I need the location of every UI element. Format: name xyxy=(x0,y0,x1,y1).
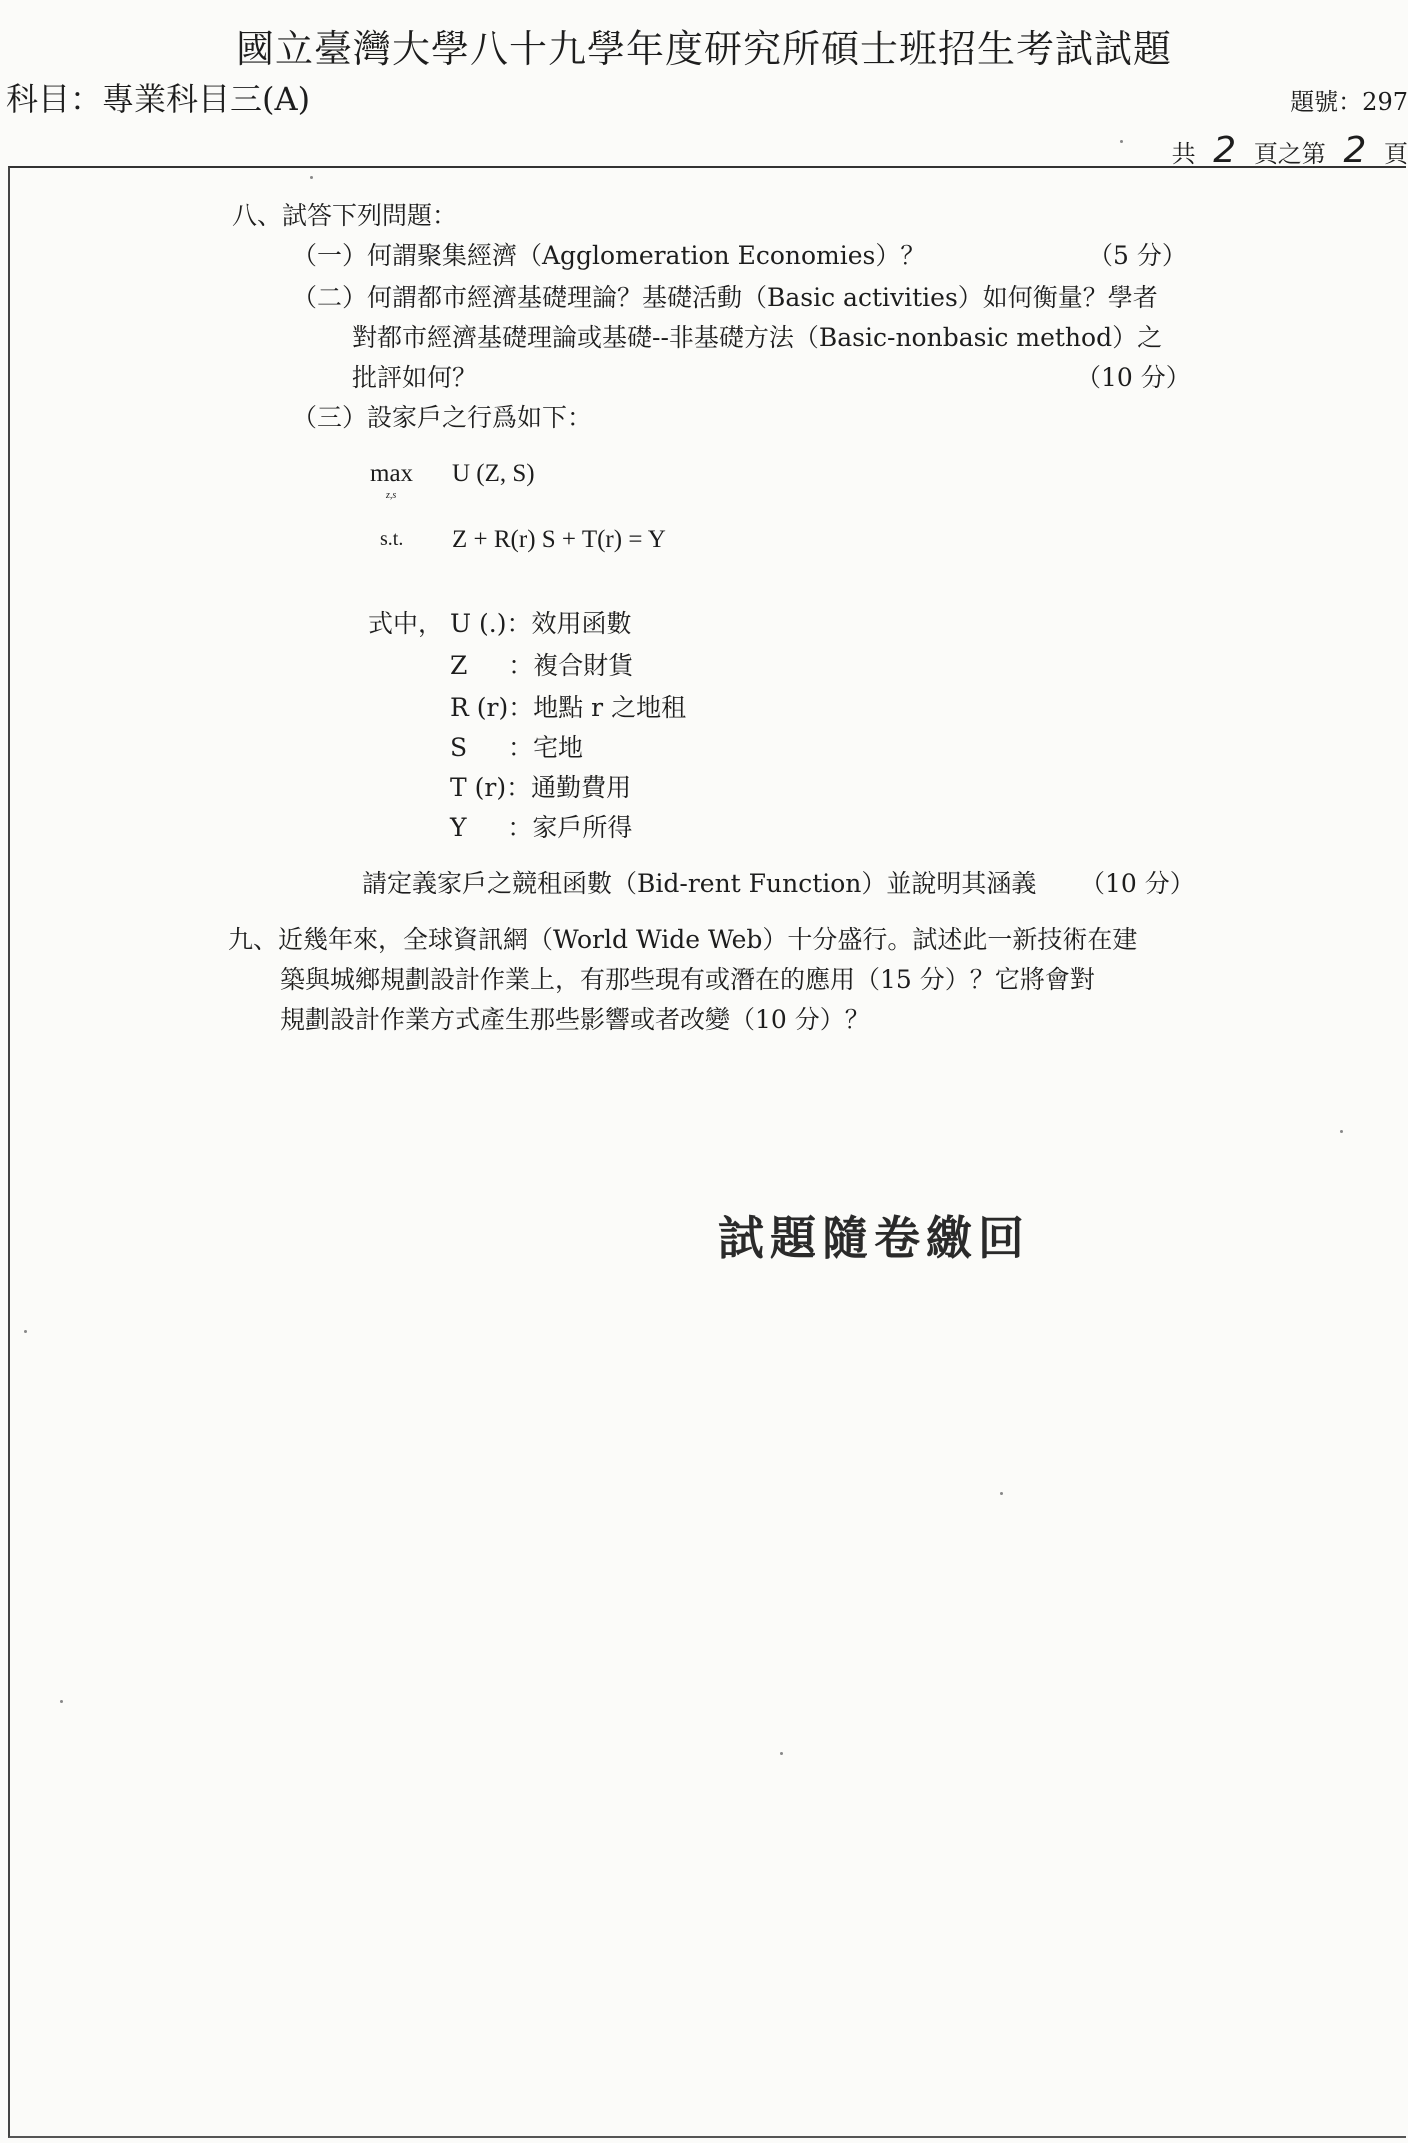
max-subscript: z,s xyxy=(386,490,397,501)
page-count xyxy=(1172,130,1408,171)
max-operator xyxy=(370,460,413,488)
page-total: 2 xyxy=(1213,130,1237,171)
scan-speck xyxy=(1340,1130,1343,1133)
def-utility: U (.)：效用函數 xyxy=(450,609,632,638)
q8-part3-intro: （三）設家戶之行爲如下： xyxy=(292,403,593,432)
q9-line2: 築與城鄉規劃設計作業上，有那些現有或潛在的應用（15 分）？它將會對 xyxy=(280,965,1095,994)
scan-speck xyxy=(1000,1492,1003,1495)
page-prefix: 共 xyxy=(1171,140,1196,168)
def-composite-good: Z ：複合財貨 xyxy=(450,651,634,680)
defs-lead: 式中， xyxy=(368,609,444,638)
objective-function: U (Z, S) xyxy=(452,460,535,487)
page-title: 國立臺灣大學八十九學年度研究所碩士班招生考試試題 xyxy=(235,27,1172,71)
def-housing-land: S ：宅地 xyxy=(450,733,584,762)
scan-speck xyxy=(780,1752,783,1755)
q8-part2-line1: （二）何謂都市經濟基礎理論？基礎活動（Basic activities）如何衡量？學者 xyxy=(292,283,1158,312)
q8-heading: 八、試答下列問題： xyxy=(232,201,458,230)
scan-speck xyxy=(60,1700,63,1703)
subject-label: 科目：專業科目三(A) xyxy=(6,80,311,118)
q9-line1: 九、近幾年來，全球資訊網（World Wide Web）十分盛行。試述此一新技術在建 xyxy=(228,925,1138,954)
q8-part2-line3: 批評如何？ xyxy=(352,363,478,392)
page-mid: 頁之第 xyxy=(1253,140,1326,168)
q8-part1: （一）何謂聚集經濟（Agglomeration Economies）？ xyxy=(292,241,926,270)
q8-part3-task: 請定義家戶之競租函數（Bid-rent Function）並說明其涵義 xyxy=(362,869,1037,898)
return-paper-stamp: 試題隨卷繳回 xyxy=(718,1211,1030,1265)
page-current: 2 xyxy=(1343,130,1367,171)
def-income: Y ：家戶所得 xyxy=(450,813,633,842)
scan-speck xyxy=(1120,140,1123,143)
scan-speck xyxy=(310,176,313,179)
question-number: 題號：297 xyxy=(1290,88,1408,116)
q8-part2-score: （10 分） xyxy=(1076,363,1191,392)
exam-frame xyxy=(8,166,1406,2138)
budget-constraint: Z + R(r) S + T(r) = Y xyxy=(452,526,666,553)
subject-to-label: s.t. xyxy=(380,528,404,550)
scan-speck xyxy=(24,1330,27,1333)
q8-part2-line2: 對都市經濟基礎理論或基礎--非基礎方法（Basic-nonbasic method）之 xyxy=(352,323,1163,352)
def-commuting-cost: T (r)：通勤費用 xyxy=(450,773,632,802)
max-word: max xyxy=(370,460,414,487)
def-land-rent: R (r)：地點 r 之地租 xyxy=(450,693,687,722)
page-suffix: 頁 xyxy=(1384,140,1408,168)
q9-line3: 規劃設計作業方式產生那些影響或者改變（10 分）？ xyxy=(280,1005,870,1034)
q8-part1-score: （5 分） xyxy=(1088,241,1187,270)
q8-part3-score: （10 分） xyxy=(1080,869,1195,898)
